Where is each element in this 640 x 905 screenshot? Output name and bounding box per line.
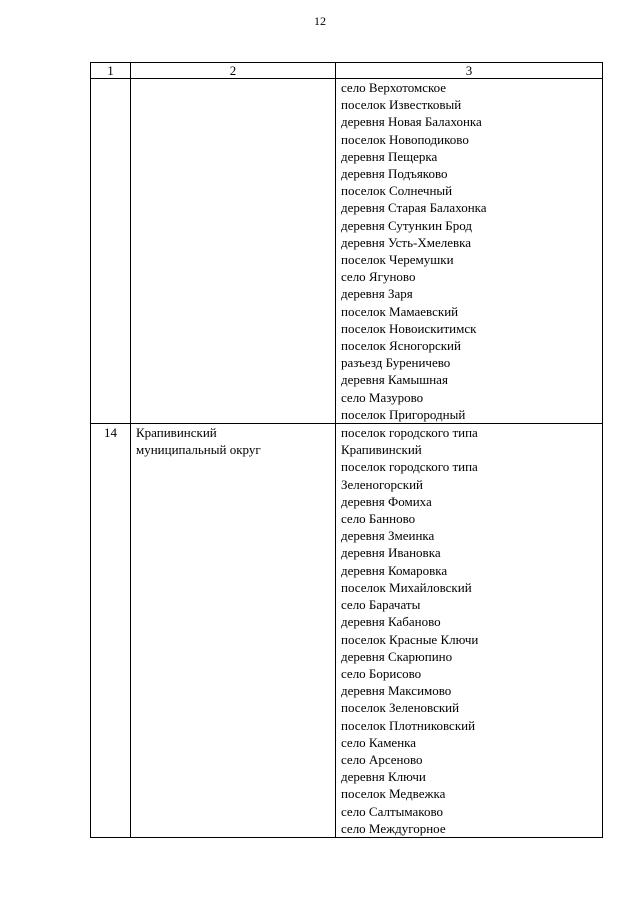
settlement-item: деревня Фомиха — [341, 493, 432, 509]
row-number: 14 — [91, 424, 131, 838]
settlement-item: поселок городского типа — [341, 459, 478, 475]
settlement-item: поселок Черемушки — [341, 252, 454, 268]
settlement-item: село Мазурово — [341, 389, 424, 405]
settlement-item: деревня Старая Балахонка — [341, 200, 487, 216]
settlement-item: поселок Медвежка — [341, 786, 446, 802]
settlement-item: поселок Мамаевский — [341, 303, 459, 319]
settlement-item: село Верхотомское — [341, 80, 447, 95]
table-row — [91, 424, 603, 838]
settlement-item: поселок Новоподиково — [341, 131, 469, 147]
settlement-item: деревня Скарюпино — [341, 648, 453, 664]
settlement-item: деревня Заря — [341, 286, 413, 302]
column-header-1: 1 — [91, 63, 131, 79]
settlement-item: поселок городского типа — [341, 425, 478, 441]
settlement-item: деревня Новая Балахонка — [341, 114, 482, 130]
settlement-item: деревня Усть-Хмелевка — [341, 234, 471, 250]
settlement-item: поселок Солнечный — [341, 183, 453, 199]
settlements-table — [90, 62, 603, 838]
settlement-item: Зеленогорский — [341, 476, 424, 492]
settlement-item: разъезд Буреничево — [341, 355, 451, 371]
settlement-item: село Арсеново — [341, 751, 423, 767]
table-row — [91, 79, 603, 424]
column-header-3: 3 — [336, 63, 603, 79]
settlement-item: поселок Зеленовский — [341, 700, 460, 716]
settlement-item: поселок Плотниковский — [341, 717, 476, 733]
settlement-list — [336, 79, 603, 424]
settlement-item: деревня Подъяково — [341, 166, 448, 182]
settlement-item: село Борисово — [341, 665, 422, 681]
settlement-item: село Ягуново — [341, 269, 416, 285]
settlement-item: поселок Пригородный — [341, 406, 466, 422]
settlement-item: село Каменка — [341, 734, 417, 750]
settlement-item: поселок Ясногорский — [341, 338, 461, 354]
settlement-item: Крапивинский — [341, 442, 422, 458]
district-name: Крапивинский муниципальный округ — [131, 424, 336, 838]
settlement-item: поселок Михайловский — [341, 579, 472, 595]
settlement-item: поселок Новоискитимск — [341, 320, 477, 336]
settlement-item: деревня Кабаново — [341, 614, 441, 630]
settlement-item: поселок Известковый — [341, 97, 462, 113]
settlement-item: деревня Ключи — [341, 769, 426, 785]
settlement-item: село Банново — [341, 511, 416, 527]
row-number — [91, 79, 131, 424]
settlement-list — [336, 424, 603, 838]
column-header-2: 2 — [131, 63, 336, 79]
settlement-item: деревня Максимово — [341, 683, 452, 699]
page-number: 12 — [314, 14, 326, 28]
settlement-item: деревня Змеинка — [341, 528, 435, 544]
settlement-item: деревня Камышная — [341, 372, 448, 388]
settlement-item: село Междугорное — [341, 820, 446, 836]
settlement-item: село Салтымаково — [341, 803, 444, 819]
table-header-row — [91, 63, 603, 79]
settlement-item: деревня Сутункин Брод — [341, 217, 472, 233]
settlement-item: поселок Красные Ключи — [341, 631, 479, 647]
settlement-item: деревня Комаровка — [341, 562, 448, 578]
settlement-item: деревня Пещерка — [341, 148, 438, 164]
settlement-item: село Барачаты — [341, 597, 421, 613]
settlement-item: деревня Ивановка — [341, 545, 441, 561]
district-name — [131, 79, 336, 424]
